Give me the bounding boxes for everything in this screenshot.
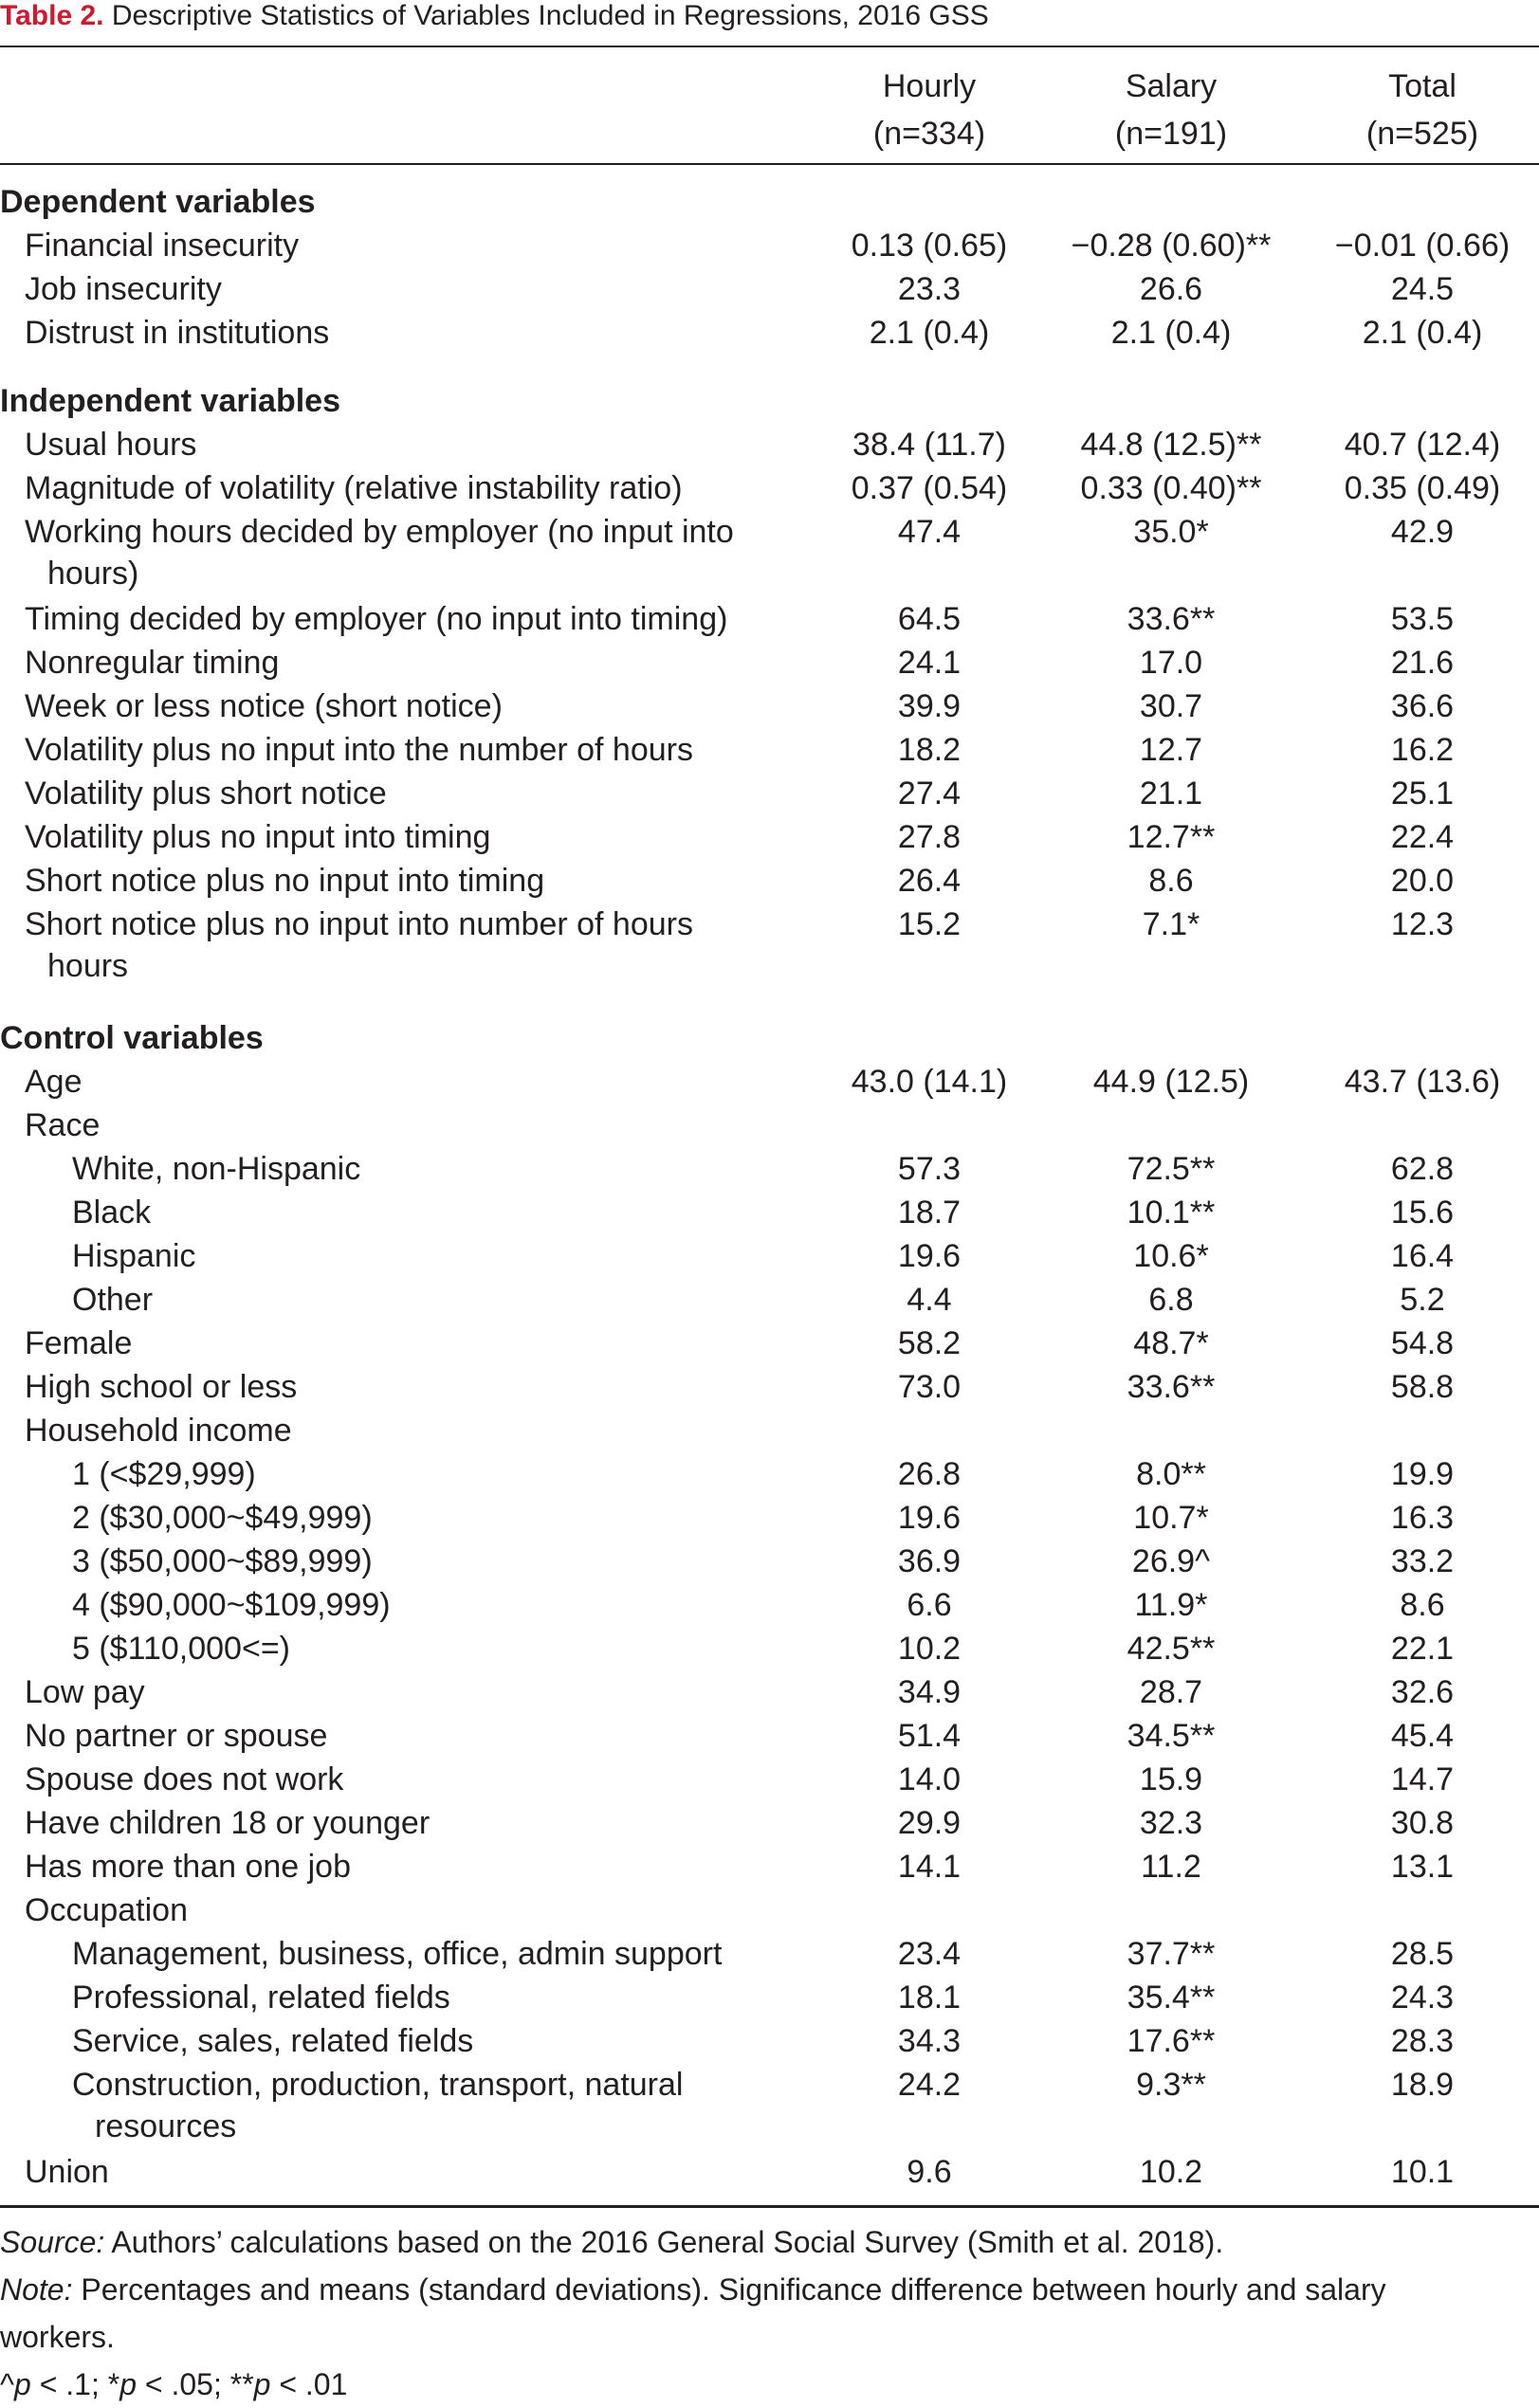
cell-hourly: 10.2 [897,1631,962,1667]
row-label-continued: resources [95,2108,237,2144]
cell-salary: 11.2 [1141,1849,1201,1885]
table-row [0,1801,1539,1845]
row-label: Management, business, office, admin support [72,1936,723,1972]
row-label: Volatility plus no input into timing [25,819,491,855]
cell-total: 32.6 [1390,1674,1455,1710]
row-label: 5 ($110,000<=) [72,1631,290,1667]
table-row [0,466,1539,510]
row-label: Black [72,1195,152,1231]
cell-salary: 44.8 (12.5)** [1080,427,1262,463]
row-label: Professional, related fields [72,1979,450,2016]
table-row [0,1540,1539,1583]
cell-salary: 10.2 [1139,2154,1203,2190]
column-n: (n=525) [1365,116,1479,152]
row-label-continued: hours [47,948,129,984]
table-row [0,1322,1539,1365]
cell-hourly: 14.0 [897,1761,962,1797]
cell-total: −0.01 (0.66) [1334,228,1511,264]
footnote-note-cont: workers. [0,2320,115,2354]
row-label: Volatility plus no input into the number of hours [25,732,693,768]
header-rule [0,163,1539,165]
table-row [0,903,1539,946]
footnote-significance: ^p < .1; *p < .05; **p < .01 [0,2367,348,2401]
section-heading [0,1016,1539,1060]
row-label: No partner or spouse [25,1718,328,1754]
cell-salary: −0.28 (0.60)** [1071,228,1272,264]
cell-total: 2.1 (0.4) [1362,315,1483,351]
cell-hourly: 18.2 [897,732,962,768]
cell-salary: 33.6** [1127,601,1216,637]
row-label: Week or less notice (short notice) [25,688,503,724]
row-label: Nonregular timing [25,645,280,681]
table-row [0,1147,1539,1191]
source-text: Authors’ calculations based on the 2016 General Social Survey (Smith et al. 2018). [104,2225,1224,2259]
row-label: Household income [25,1413,292,1449]
cell-total: 12.3 [1390,906,1455,942]
cell-hourly: 26.4 [897,863,962,899]
cell-total: 45.4 [1390,1718,1455,1754]
table-row [0,1845,1539,1888]
cell-hourly: 0.13 (0.65) [851,228,1008,264]
cell-total: 30.8 [1390,1805,1455,1841]
table-row [0,1278,1539,1322]
row-label: Magnitude of volatility (relative instability ratio) [25,470,683,506]
cell-total: 42.9 [1390,514,1455,550]
cell-hourly: 2.1 (0.4) [869,315,990,351]
table-row [0,1452,1539,1496]
cell-total: 33.2 [1390,1543,1455,1579]
cell-hourly: 23.4 [897,1936,962,1972]
note-text: Percentages and means (standard deviations). Significance difference between hourly and salary [72,2272,1386,2307]
cell-total: 43.7 (13.6) [1344,1064,1501,1100]
table-row [0,311,1539,355]
cell-hourly: 18.7 [897,1195,962,1231]
cell-hourly: 43.0 (14.1) [851,1064,1008,1100]
cell-salary: 32.3 [1139,1805,1203,1841]
table-row [0,1409,1539,1452]
cell-salary: 35.4** [1127,1979,1216,2016]
note-label: Note: [0,2272,73,2307]
table-row [0,510,1539,554]
row-label: Low pay [25,1674,145,1710]
cell-total: 16.4 [1390,1238,1455,1274]
table-row [0,641,1539,684]
cell-total: 25.1 [1390,775,1455,812]
cell-total: 18.9 [1390,2067,1455,2103]
column-name: Salary [1125,68,1218,104]
row-label: Financial insecurity [25,228,300,264]
row-label: Volatility plus short notice [25,775,387,812]
cell-salary: 10.7* [1133,1500,1209,1536]
footnote-source [0,2218,1223,2266]
cell-hourly: 6.6 [907,1587,952,1623]
cell-salary: 42.5** [1127,1631,1216,1667]
table-title [0,0,989,32]
column-n: (n=334) [872,116,986,152]
cell-salary: 15.9 [1139,1761,1203,1797]
cell-salary: 10.1** [1127,1195,1216,1231]
cell-salary: 34.5** [1127,1718,1216,1754]
row-label: High school or less [25,1369,298,1405]
cell-hourly: 38.4 (11.7) [852,427,1006,463]
cell-hourly: 14.1 [897,1849,962,1885]
row-label: Service, sales, related fields [72,2023,474,2059]
cell-salary: 12.7 [1139,732,1203,768]
row-label: Other [72,1282,154,1318]
row-label: Timing decided by employer (no input into timing) [25,601,728,637]
cell-total: 24.3 [1390,1979,1455,2016]
table-row [0,1714,1539,1758]
table-row [0,1060,1539,1104]
table-row [0,423,1539,466]
cell-hourly: 51.4 [897,1718,962,1754]
table-row [0,2150,1539,2194]
cell-total: 62.8 [1390,1151,1455,1187]
cell-hourly: 24.2 [897,2067,962,2103]
cell-total: 53.5 [1390,601,1455,637]
table-row [0,224,1539,267]
cell-total: 19.9 [1390,1456,1455,1492]
bottom-rule [0,2205,1539,2208]
cell-salary: 48.7* [1133,1325,1209,1361]
table-row [0,267,1539,311]
cell-salary: 26.6 [1139,271,1203,307]
cell-salary: 9.3** [1136,2067,1206,2103]
cell-total: 58.8 [1390,1369,1455,1405]
table-title-text: Descriptive Statistics of Variables Included in Regressions, 2016 GSS [111,0,989,31]
cell-total: 54.8 [1390,1325,1455,1361]
cell-total: 28.3 [1390,2023,1455,2059]
cell-total: 24.5 [1390,271,1455,307]
cell-hourly: 57.3 [897,1151,962,1187]
cell-salary: 21.1 [1139,775,1203,812]
row-label: 3 ($50,000~$89,999) [72,1543,373,1579]
table-row [0,684,1539,728]
row-label: 1 (<$29,999) [72,1456,256,1492]
cell-total: 21.6 [1390,645,1455,681]
cell-hourly: 36.9 [897,1543,962,1579]
column-header-hourly [806,63,1053,157]
table-row [0,1976,1539,2019]
cell-salary: 17.6** [1127,2023,1216,2059]
table-row [0,2063,1539,2107]
cell-total: 40.7 (12.4) [1344,427,1501,463]
cell-salary: 10.6* [1133,1238,1209,1274]
column-header-salary [1048,63,1294,157]
section-heading [0,379,1539,423]
cell-hourly: 27.4 [897,775,962,812]
table-row [0,728,1539,772]
row-label: Construction, production, transport, natural [72,2067,684,2103]
cell-total: 22.1 [1390,1631,1455,1667]
column-n: (n=191) [1114,116,1228,152]
row-label: 2 ($30,000~$49,999) [72,1500,373,1536]
cell-salary: 28.7 [1139,1674,1203,1710]
cell-total: 28.5 [1390,1936,1455,1972]
cell-total: 15.6 [1390,1195,1455,1231]
cell-salary: 17.0 [1139,645,1203,681]
cell-salary: 8.0** [1136,1456,1206,1492]
cell-hourly: 0.37 (0.54) [851,470,1008,506]
table-row [0,2019,1539,2063]
row-label: Race [25,1107,101,1143]
section-heading-label: Dependent variables [0,184,316,220]
table-row [0,597,1539,641]
cell-total: 10.1 [1390,2154,1455,2190]
footnote-note [0,2266,1386,2313]
table-row [0,1104,1539,1147]
table-number: Table 2. [0,0,104,31]
row-label: Female [25,1325,133,1361]
column-name: Total [1388,68,1457,104]
column-header-total [1299,63,1539,157]
cell-salary: 0.33 (0.40)** [1080,470,1262,506]
section-heading-label: Independent variables [0,383,340,419]
cell-hourly: 18.1 [897,1979,962,2016]
cell-hourly: 24.1 [897,645,962,681]
table-row [0,1932,1539,1976]
cell-total: 16.2 [1390,732,1455,768]
row-label: Usual hours [25,427,197,463]
row-label: Distrust in institutions [25,315,330,351]
table-row [0,1583,1539,1627]
table-row [0,1888,1539,1932]
cell-hourly: 26.8 [897,1456,962,1492]
row-label: Working hours decided by employer (no input into [25,514,734,550]
row-label: Union [25,2154,109,2190]
table-row [0,1670,1539,1714]
section-heading [0,180,1539,224]
source-label: Source: [0,2225,105,2259]
cell-salary: 8.6 [1148,863,1194,899]
cell-salary: 11.9* [1134,1587,1208,1623]
section-heading-label: Control variables [0,1020,264,1056]
table-row [0,1365,1539,1409]
cell-hourly: 4.4 [907,1282,952,1318]
cell-hourly: 34.3 [897,2023,962,2059]
row-label: Hispanic [72,1238,196,1274]
row-label: Spouse does not work [25,1761,344,1797]
cell-hourly: 73.0 [897,1369,962,1405]
cell-hourly: 19.6 [897,1500,962,1536]
cell-salary: 72.5** [1127,1151,1216,1187]
cell-hourly: 15.2 [897,906,962,942]
cell-total: 36.6 [1390,688,1455,724]
row-label: Short notice plus no input into timing [25,863,545,899]
cell-total: 8.6 [1400,1587,1445,1623]
cell-total: 5.2 [1400,1282,1445,1318]
row-label: Job insecurity [25,271,222,307]
cell-hourly: 27.8 [897,819,962,855]
row-label: White, non-Hispanic [72,1151,361,1187]
cell-hourly: 23.3 [897,271,962,307]
cell-hourly: 64.5 [897,601,962,637]
row-label: Age [25,1064,82,1100]
cell-hourly: 29.9 [897,1805,962,1841]
row-label: Occupation [25,1892,188,1928]
cell-salary: 37.7** [1127,1936,1216,1972]
cell-hourly: 39.9 [897,688,962,724]
cell-hourly: 34.9 [897,1674,962,1710]
table-row [0,772,1539,815]
row-label: Have children 18 or younger [25,1805,431,1841]
top-rule [0,46,1539,47]
row-label: Short notice plus no input into number of hours [25,906,693,942]
cell-hourly: 19.6 [897,1238,962,1274]
table-row [0,1496,1539,1540]
row-label: 4 ($90,000~$109,999) [72,1587,391,1623]
column-name: Hourly [882,68,977,104]
cell-total: 13.1 [1390,1849,1455,1885]
row-label: Has more than one job [25,1849,351,1885]
cell-total: 20.0 [1390,863,1455,899]
row-label-continued: hours) [47,556,139,592]
cell-salary: 7.1* [1142,906,1200,942]
cell-hourly: 47.4 [897,514,962,550]
cell-total: 14.7 [1390,1761,1455,1797]
table-row [0,1758,1539,1801]
table-row [0,1191,1539,1234]
table-row [0,1627,1539,1670]
cell-total: 22.4 [1390,819,1455,855]
table-row [0,1234,1539,1278]
cell-salary: 6.8 [1148,1282,1194,1318]
cell-salary: 2.1 (0.4) [1110,315,1232,351]
cell-salary: 44.9 (12.5) [1092,1064,1250,1100]
cell-salary: 33.6** [1127,1369,1216,1405]
cell-salary: 35.0* [1133,514,1209,550]
cell-hourly: 9.6 [907,2154,952,2190]
cell-salary: 12.7** [1127,819,1216,855]
table-row [0,815,1539,859]
cell-salary: 30.7 [1139,688,1203,724]
cell-total: 0.35 (0.49) [1344,470,1501,506]
cell-hourly: 58.2 [897,1325,962,1361]
cell-total: 16.3 [1390,1500,1455,1536]
table-row [0,859,1539,903]
cell-salary: 26.9^ [1131,1543,1211,1579]
